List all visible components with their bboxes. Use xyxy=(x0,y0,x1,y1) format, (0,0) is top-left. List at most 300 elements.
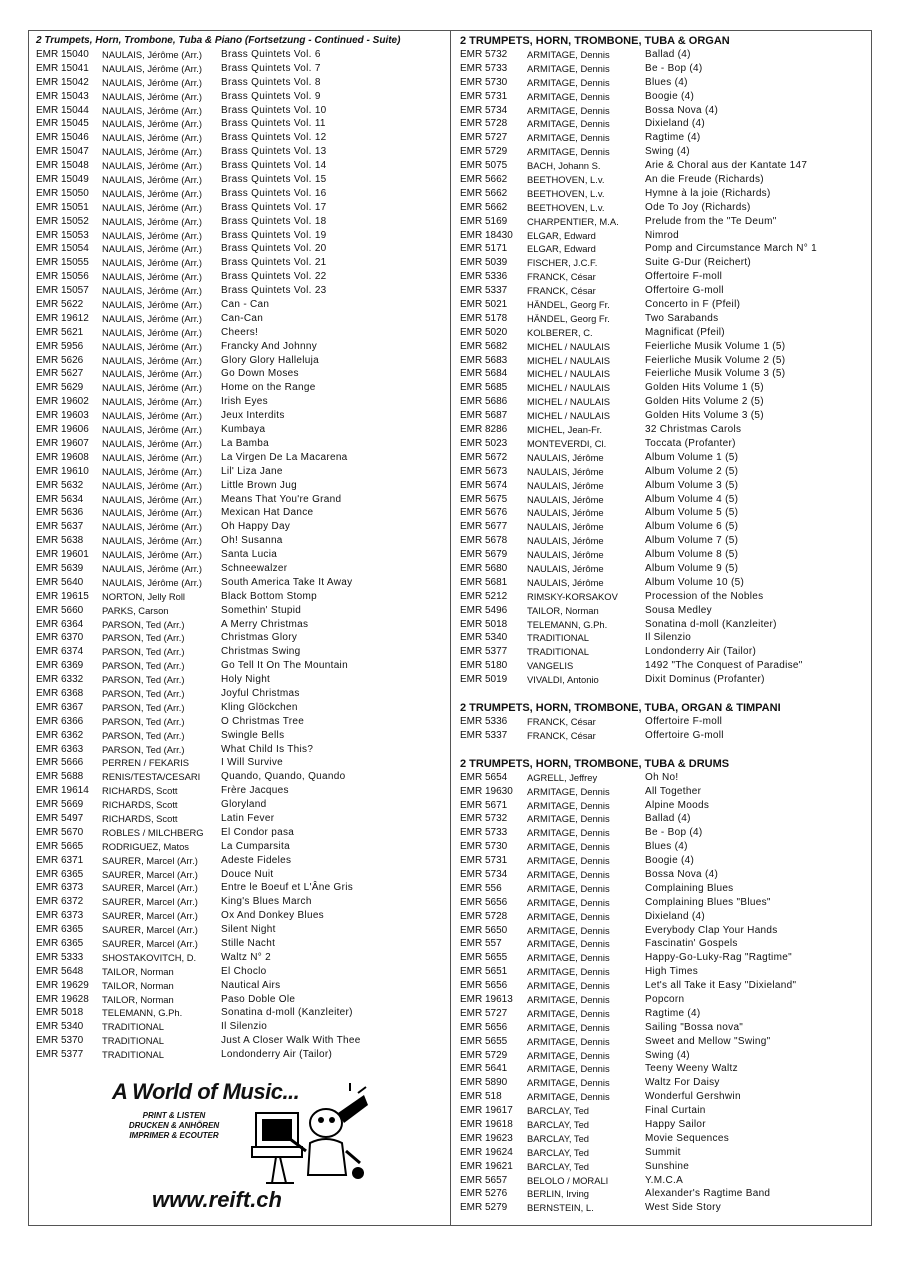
composer: FISCHER, J.C.F. xyxy=(527,257,598,269)
composer: NAULAIS, Jérôme (Arr.) xyxy=(102,257,203,269)
title: Ballad (4) xyxy=(645,49,691,60)
composer: FRANCK, César xyxy=(527,285,596,297)
catalog-number: EMR 5370 xyxy=(36,1035,84,1047)
composer: ARMITAGE, Dennis xyxy=(527,882,610,894)
left-section-heading: 2 Trumpets, Horn, Trombone, Tuba & Piano (Fortsetzung - Continued - Suite) xyxy=(36,35,401,46)
catalog-row xyxy=(36,756,446,770)
catalog-number: EMR 5655 xyxy=(460,1035,508,1047)
catalog-number: EMR 6332 xyxy=(36,674,84,686)
title: Gloryland xyxy=(221,799,267,811)
catalog-number: EMR 15048 xyxy=(36,160,89,172)
catalog-row xyxy=(36,326,446,340)
title: Magnificat (Pfeil) xyxy=(645,326,725,338)
title: Pomp and Circumstance March N° 1 xyxy=(645,243,817,255)
title: Can-Can xyxy=(221,312,264,324)
composer: NAULAIS, Jérôme (Arr.) xyxy=(102,160,203,172)
catalog-row xyxy=(36,604,446,618)
title: Glory Glory Halleluja xyxy=(221,354,319,366)
title: Y.M.C.A xyxy=(645,1174,684,1186)
title: Cheers! xyxy=(221,326,259,338)
catalog-number: EMR 5650 xyxy=(460,924,508,936)
catalog-row xyxy=(36,493,446,507)
catalog-number: EMR 5019 xyxy=(460,674,508,686)
catalog-number: EMR 19628 xyxy=(36,993,89,1005)
catalog-number: EMR 6364 xyxy=(36,618,84,630)
composer: SAURER, Marcel (Arr.) xyxy=(102,896,198,908)
catalog-number: EMR 6372 xyxy=(36,896,84,908)
title: Waltz For Daisy xyxy=(645,1077,720,1089)
composer: NAULAIS, Jérôme (Arr.) xyxy=(102,396,203,408)
catalog-number: EMR 5677 xyxy=(460,521,508,533)
right-column xyxy=(460,34,865,1215)
catalog-row xyxy=(460,340,865,354)
title: Go Down Moses xyxy=(221,368,299,380)
title: West Side Story xyxy=(645,1202,722,1214)
composer: NAULAIS, Jérôme (Arr.) xyxy=(102,562,203,574)
composer: FRANCK, César xyxy=(527,271,596,283)
composer: NAULAIS, Jérôme (Arr.) xyxy=(102,382,203,394)
composer: NAULAIS, Jérôme (Arr.) xyxy=(102,104,203,116)
title: La Virgen De La Macarena xyxy=(221,451,348,463)
catalog-row xyxy=(36,423,446,437)
composer: ARMITAGE, Dennis xyxy=(527,1063,610,1075)
title: O Christmas Tree xyxy=(221,715,305,727)
catalog-row xyxy=(36,354,446,368)
title: Feierliche Musik Volume 3 (5) xyxy=(645,368,786,380)
catalog-number: EMR 5626 xyxy=(36,354,84,366)
title: Brass Quintets Vol. 16 xyxy=(221,187,327,199)
catalog-row xyxy=(460,159,865,173)
composer: MICHEL, Jean-Fr. xyxy=(527,424,603,436)
title: Londonderry Air (Tailor) xyxy=(645,646,757,658)
catalog-number: EMR 5337 xyxy=(460,285,508,297)
catalog-number: EMR 5733 xyxy=(460,62,508,74)
composer: PARSON, Ted (Arr.) xyxy=(102,618,185,630)
composer: SAURER, Marcel (Arr.) xyxy=(102,882,198,894)
catalog-row xyxy=(460,104,865,118)
title: Sonatina d-moll (Kanzleiter) xyxy=(645,618,777,630)
composer: ARMITAGE, Dennis xyxy=(527,896,610,908)
catalog-number: EMR 5018 xyxy=(36,1007,84,1019)
catalog-row xyxy=(460,1160,865,1174)
catalog-row xyxy=(460,90,865,104)
catalog-number: EMR 518 xyxy=(460,1091,502,1103)
catalog-number: EMR 5676 xyxy=(460,507,508,519)
title: Bossa Nova (4) xyxy=(645,104,719,116)
catalog-number: EMR 5632 xyxy=(36,479,84,491)
catalog-number: EMR 5679 xyxy=(460,549,508,561)
composer: ROBLES / MILCHBERG xyxy=(102,826,204,838)
title: Sonatina d-moll (Kanzleiter) xyxy=(221,1007,353,1019)
composer: NAULAIS, Jérôme (Arr.) xyxy=(102,340,203,352)
catalog-row xyxy=(36,965,446,979)
catalog-number: EMR 5673 xyxy=(460,465,508,477)
catalog-number: EMR 5662 xyxy=(460,174,508,186)
catalog-number: EMR 15041 xyxy=(36,62,89,74)
composer: ARMITAGE, Dennis xyxy=(527,924,610,936)
composer: ARMITAGE, Dennis xyxy=(527,146,610,158)
catalog-number: EMR 5685 xyxy=(460,382,508,394)
catalog-row xyxy=(36,367,446,381)
title: El Condor pasa xyxy=(221,826,295,838)
catalog-row xyxy=(460,381,865,395)
title: El Choclo xyxy=(221,965,267,977)
title: Entre le Boeuf et L'Âne Gris xyxy=(221,882,354,894)
catalog-row xyxy=(36,993,446,1007)
catalog-row xyxy=(36,131,446,145)
catalog-row xyxy=(460,937,865,951)
catalog-number: EMR 5732 xyxy=(460,813,508,825)
catalog-row xyxy=(36,840,446,854)
title: Stille Nacht xyxy=(221,938,276,949)
catalog-row xyxy=(460,1104,865,1118)
title: Home on the Range xyxy=(221,382,316,394)
catalog-number: EMR 5497 xyxy=(36,812,84,824)
catalog-number: EMR 19601 xyxy=(36,549,89,561)
reift-logo xyxy=(108,1075,378,1220)
title: Wonderful Gershwin xyxy=(645,1091,741,1103)
catalog-row xyxy=(460,882,865,896)
catalog-number: EMR 15049 xyxy=(36,174,89,186)
logo-url: www.reift.ch xyxy=(152,1187,282,1212)
catalog-number: EMR 19614 xyxy=(36,785,89,797)
composer: SAURER, Marcel (Arr.) xyxy=(102,924,198,936)
title: Dixieland (4) xyxy=(645,118,706,130)
title: Procession of the Nobles xyxy=(645,590,764,602)
catalog-row xyxy=(460,826,865,840)
catalog-row xyxy=(460,395,865,409)
composer: NAULAIS, Jérôme (Arr.) xyxy=(102,549,203,561)
catalog-number: EMR 5669 xyxy=(36,799,84,811)
composer: BERNSTEIN, L. xyxy=(527,1202,594,1214)
catalog-number: EMR 19612 xyxy=(36,312,89,324)
composer: BARCLAY, Ted xyxy=(527,1105,590,1117)
catalog-number: EMR 6370 xyxy=(36,632,84,644)
title: Album Volume 3 (5) xyxy=(645,479,739,491)
composer: PARSON, Ted (Arr.) xyxy=(102,674,185,686)
title: Album Volume 6 (5) xyxy=(645,521,739,533)
composer: MICHEL / NAULAIS xyxy=(527,382,611,394)
title: Douce Nuit xyxy=(221,868,274,880)
catalog-number: EMR 5018 xyxy=(460,618,508,630)
title: Album Volume 2 (5) xyxy=(645,465,739,477)
composer: NAULAIS, Jérôme (Arr.) xyxy=(102,424,203,436)
catalog-number: EMR 19606 xyxy=(36,424,89,436)
title: Be - Bop (4) xyxy=(645,62,703,74)
catalog-row xyxy=(36,659,446,673)
catalog-row xyxy=(460,173,865,187)
title: La Cumparsita xyxy=(221,840,290,852)
catalog-number: EMR 5655 xyxy=(460,952,508,964)
composer: PARSON, Ted (Arr.) xyxy=(102,687,185,699)
catalog-row xyxy=(460,785,865,799)
catalog-number: EMR 5683 xyxy=(460,354,508,366)
catalog-number: EMR 557 xyxy=(460,938,502,950)
composer: ARMITAGE, Dennis xyxy=(527,813,610,825)
title: Concerto in F (Pfeil) xyxy=(645,299,741,311)
title: Bossa Nova (4) xyxy=(645,868,719,880)
catalog-row xyxy=(460,604,865,618)
catalog-row xyxy=(460,1035,865,1049)
title: Suite G-Dur (Reichert) xyxy=(645,257,752,269)
title: Adeste Fideles xyxy=(221,854,292,866)
composer: ARMITAGE, Dennis xyxy=(527,1035,610,1047)
title: Frère Jacques xyxy=(221,785,289,797)
catalog-row xyxy=(36,284,446,298)
composer: MICHEL / NAULAIS xyxy=(527,396,611,408)
catalog-number: EMR 5622 xyxy=(36,299,84,311)
catalog-number: EMR 15050 xyxy=(36,187,89,199)
title: Album Volume 7 (5) xyxy=(645,535,739,547)
catalog-number: EMR 8286 xyxy=(460,424,508,436)
title: Two Sarabands xyxy=(645,312,719,324)
catalog-number: EMR 19623 xyxy=(460,1132,513,1144)
catalog-row xyxy=(36,451,446,465)
catalog-row xyxy=(460,618,865,632)
composer: MICHEL / NAULAIS xyxy=(527,368,611,380)
catalog-number: EMR 5337 xyxy=(460,729,508,741)
title: Nimrod xyxy=(645,229,680,241)
catalog-number: EMR 19630 xyxy=(460,785,513,797)
catalog-row xyxy=(36,145,446,159)
catalog-number: EMR 15047 xyxy=(36,146,89,158)
catalog-number: EMR 6371 xyxy=(36,854,84,866)
catalog-number: EMR 5729 xyxy=(460,1049,508,1061)
composer: MONTEVERDI, Cl. xyxy=(527,437,607,449)
catalog-number: EMR 5656 xyxy=(460,980,508,992)
catalog-number: EMR 5654 xyxy=(460,771,508,783)
catalog-number: EMR 15044 xyxy=(36,104,89,116)
composer: NAULAIS, Jérôme (Arr.) xyxy=(102,118,203,130)
catalog-row xyxy=(36,90,446,104)
title: Just A Closer Walk With Thee xyxy=(221,1035,361,1047)
catalog-number: EMR 5727 xyxy=(460,132,508,144)
composer: PARSON, Ted (Arr.) xyxy=(102,632,185,644)
composer: NAULAIS, Jérôme xyxy=(527,451,604,463)
composer: ARMITAGE, Dennis xyxy=(527,1077,610,1089)
composer: NAULAIS, Jérôme (Arr.) xyxy=(102,132,203,144)
catalog-number: EMR 15043 xyxy=(36,90,89,102)
catalog-row xyxy=(460,1021,865,1035)
composer: RIMSKY-KORSAKOV xyxy=(527,590,618,602)
composer: SAURER, Marcel (Arr.) xyxy=(102,910,198,922)
catalog-number: EMR 5169 xyxy=(460,215,508,227)
catalog-number: EMR 19610 xyxy=(36,465,89,477)
title: Black Bottom Stomp xyxy=(221,590,317,602)
catalog-row xyxy=(36,590,446,604)
catalog-row xyxy=(460,145,865,159)
composer: NAULAIS, Jérôme (Arr.) xyxy=(102,479,203,491)
catalog-number: EMR 5734 xyxy=(460,868,508,880)
catalog-row xyxy=(36,117,446,131)
catalog-number: EMR 5687 xyxy=(460,410,508,422)
composer: NAULAIS, Jérôme (Arr.) xyxy=(102,229,203,241)
catalog-number: EMR 5637 xyxy=(36,521,84,533)
title: Oh! Susanna xyxy=(221,535,283,547)
title: Ox And Donkey Blues xyxy=(221,910,324,922)
catalog-row xyxy=(460,896,865,910)
catalog-number: EMR 6374 xyxy=(36,646,84,658)
catalog-row xyxy=(460,1187,865,1201)
composer: HÄNDEL, Georg Fr. xyxy=(527,312,610,324)
title: Be - Bop (4) xyxy=(645,827,703,839)
catalog-row xyxy=(36,687,446,701)
catalog-row xyxy=(460,479,865,493)
catalog-number: EMR 5640 xyxy=(36,576,84,588)
title: Brass Quintets Vol. 18 xyxy=(221,215,327,227)
composer: BERLIN, Irving xyxy=(527,1188,589,1200)
composer: NAULAIS, Jérôme xyxy=(527,549,604,561)
composer: ARMITAGE, Dennis xyxy=(527,49,610,60)
catalog-row xyxy=(36,618,446,632)
catalog-row xyxy=(36,548,446,562)
title: Schneewalzer xyxy=(221,562,288,574)
title: Ballad (4) xyxy=(645,813,691,825)
catalog-row xyxy=(36,520,446,534)
title: Little Brown Jug xyxy=(221,479,297,491)
title: Offertoire G-moll xyxy=(645,729,724,741)
composer: NAULAIS, Jérôme (Arr.) xyxy=(102,76,203,88)
composer: NAULAIS, Jérôme (Arr.) xyxy=(102,215,203,227)
catalog-row xyxy=(460,451,865,465)
title: Toccata (Profanter) xyxy=(645,437,736,449)
composer: BEETHOVEN, L.v. xyxy=(527,201,605,213)
music-computer-illustration-icon xyxy=(246,1083,376,1187)
logo-tagline-line: IMPRIMER & ECOUTER xyxy=(129,1131,219,1140)
composer: NAULAIS, Jérôme (Arr.) xyxy=(102,146,203,158)
catalog-row xyxy=(36,812,446,826)
title: Jeux Interdits xyxy=(221,410,285,422)
title: I Will Survive xyxy=(221,757,283,769)
title: Swingle Bells xyxy=(221,729,285,741)
composer: NAULAIS, Jérôme (Arr.) xyxy=(102,368,203,380)
title: Sousa Medley xyxy=(645,604,712,616)
catalog-number: EMR 19617 xyxy=(460,1105,513,1117)
catalog-number: EMR 5639 xyxy=(36,562,84,574)
title: Happy-Go-Luky-Rag "Ragtime" xyxy=(645,952,792,964)
title: Sailing "Bossa nova" xyxy=(645,1021,744,1033)
catalog-number: EMR 15052 xyxy=(36,215,89,227)
title: Prelude from the "Te Deum" xyxy=(645,215,777,227)
title: Sweet and Mellow "Swing" xyxy=(645,1035,771,1047)
title: Complaining Blues "Blues" xyxy=(645,896,771,908)
title: Brass Quintets Vol. 19 xyxy=(221,229,327,241)
catalog-row xyxy=(36,826,446,840)
catalog-number: EMR 19607 xyxy=(36,437,89,449)
catalog-row xyxy=(460,1049,865,1063)
catalog-row xyxy=(36,534,446,548)
catalog-number: EMR 6366 xyxy=(36,715,84,727)
composer: TELEMANN, G.Ph. xyxy=(527,618,608,630)
catalog-row xyxy=(36,1020,446,1034)
catalog-number: EMR 5340 xyxy=(36,1021,84,1033)
catalog-row xyxy=(460,534,865,548)
title: Francky And Johnny xyxy=(221,340,318,352)
composer: ARMITAGE, Dennis xyxy=(527,90,610,102)
title: 32 Christmas Carols xyxy=(645,424,742,436)
catalog-number: EMR 5496 xyxy=(460,604,508,616)
title: Go Tell It On The Mountain xyxy=(221,660,348,672)
title: Somethin' Stupid xyxy=(221,604,302,616)
catalog-row xyxy=(36,187,446,201)
catalog-row xyxy=(36,979,446,993)
title: Album Volume 9 (5) xyxy=(645,562,739,574)
composer: PERREN / FEKARIS xyxy=(102,757,189,769)
column-divider xyxy=(450,30,451,1226)
catalog-row xyxy=(36,256,446,270)
composer: NAULAIS, Jérôme xyxy=(527,465,604,477)
catalog-number: EMR 5075 xyxy=(460,160,508,172)
catalog-row xyxy=(36,409,446,423)
title: Quando, Quando, Quando xyxy=(221,771,346,783)
title: Brass Quintets Vol. 14 xyxy=(221,160,327,172)
catalog-row xyxy=(36,868,446,882)
catalog-row xyxy=(36,743,446,757)
composer: ARMITAGE, Dennis xyxy=(527,104,610,116)
catalog-row xyxy=(460,590,865,604)
catalog-row xyxy=(460,951,865,965)
catalog-number: EMR 5666 xyxy=(36,757,84,769)
catalog-number: EMR 5665 xyxy=(36,840,84,852)
catalog-number: EMR 15040 xyxy=(36,49,89,60)
title: Brass Quintets Vol. 13 xyxy=(221,146,327,158)
catalog-row xyxy=(460,812,865,826)
catalog-number: EMR 5956 xyxy=(36,340,84,352)
catalog-row xyxy=(36,506,446,520)
catalog-number: EMR 15046 xyxy=(36,132,89,144)
catalog-row xyxy=(36,48,446,62)
composer: ARMITAGE, Dennis xyxy=(527,1049,610,1061)
catalog-number: EMR 5651 xyxy=(460,966,508,978)
catalog-list xyxy=(460,48,865,687)
composer: ARMITAGE, Dennis xyxy=(527,966,610,978)
catalog-number: EMR 6373 xyxy=(36,882,84,894)
title: Brass Quintets Vol. 23 xyxy=(221,285,327,297)
title: Sunshine xyxy=(645,1160,690,1172)
section-gap xyxy=(460,687,865,701)
composer: ARMITAGE, Dennis xyxy=(527,910,610,922)
catalog-row xyxy=(460,284,865,298)
title: Everybody Clap Your Hands xyxy=(645,924,778,936)
title: Swing (4) xyxy=(645,1049,690,1061)
catalog-row xyxy=(36,729,446,743)
title: Let's all Take it Easy "Dixieland" xyxy=(645,980,797,992)
composer: NAULAIS, Jérôme (Arr.) xyxy=(102,576,203,588)
composer: PARSON, Ted (Arr.) xyxy=(102,715,185,727)
composer: MICHEL / NAULAIS xyxy=(527,410,611,422)
composer: TELEMANN, G.Ph. xyxy=(102,1007,183,1019)
title: Album Volume 5 (5) xyxy=(645,507,739,519)
composer: NAULAIS, Jérôme (Arr.) xyxy=(102,326,203,338)
title: Brass Quintets Vol. 10 xyxy=(221,104,327,116)
catalog-number: EMR 19629 xyxy=(36,979,89,991)
catalog-row xyxy=(460,1132,865,1146)
composer: FRANCK, César xyxy=(527,729,596,741)
composer: NAULAIS, Jérôme xyxy=(527,479,604,491)
logo-tagline-line: PRINT & LISTEN xyxy=(142,1111,206,1120)
composer: ARMITAGE, Dennis xyxy=(527,855,610,867)
title: Offertoire F-moll xyxy=(645,715,723,727)
title: Happy Sailor xyxy=(645,1119,706,1131)
catalog-row xyxy=(460,131,865,145)
catalog-number: EMR 5728 xyxy=(460,118,508,130)
catalog-number: EMR 5732 xyxy=(460,49,508,60)
title: Latin Fever xyxy=(221,812,275,824)
title: Arie & Choral aus der Kantate 147 xyxy=(645,160,808,172)
catalog-row xyxy=(36,76,446,90)
title: Ragtime (4) xyxy=(645,132,701,144)
composer: BARCLAY, Ted xyxy=(527,1119,590,1131)
